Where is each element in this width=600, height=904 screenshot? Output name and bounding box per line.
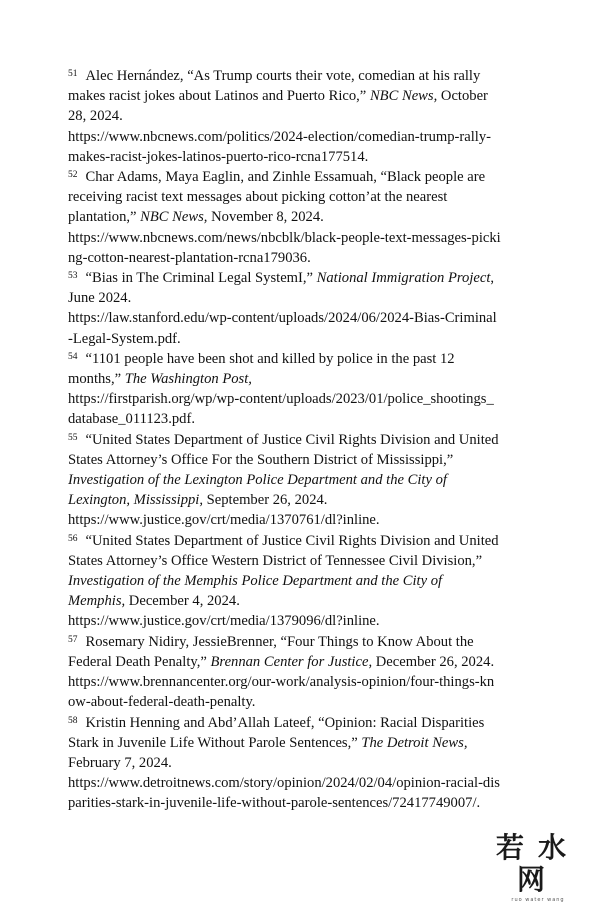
- endnote-56: $^{56}$ “United States Department of Justice Civil Rights Division and United States Attorney’s Office Western District of Tennessee Civil Division,” Investigation of the Memphis Police Department and the City of Memphis, December 4, 2024. https://www.justice.gov/crt/media/1379096/dl?inline.: [68, 531, 538, 632]
- citation-url: -Legal-System.pdf.: [68, 330, 181, 347]
- footnote-number: 57: [68, 634, 78, 645]
- citation-url: https://firstparish.org/wp/wp-content/uploads/2023/01/police_shootings_: [68, 391, 494, 408]
- footnote-number: 54: [68, 351, 78, 362]
- endnote-54: $^{54}$ “1101 people have been shot and killed by police in the past 12 months,” The Washington Post, https://firstparish.org/wp/wp-content/uploads/2023/01/police_shootings_ database_011123.pdf.: [68, 349, 538, 430]
- citation-url: https://law.stanford.edu/wp-content/uploads/2024/06/2024-Bias-Criminal: [68, 310, 497, 327]
- watermark-subtext: ruo water wang: [511, 897, 565, 903]
- watermark-logo: [486, 832, 590, 904]
- endnote-53: $^{53}$ “Bias in The Criminal Legal SystemI,” National Immigration Project, June 2024. https://law.stanford.edu/wp-content/uploads/2024/06/2024-Bias-Criminal -Legal-System.pdf.: [68, 268, 538, 349]
- endnote-58: $^{58}$ Kristin Henning and Abd’Allah Lateef, “Opinion: Racial Disparities Stark in Juvenile Life Without Parole Sentences,” The Detroit News, February 7, 2024. https://www.detroitnews.com/story/opinion/2024/02/04/opinion-racial-dis parities-stark-in-juvenile-life-without-parole-sentences/72417749007/.: [68, 713, 538, 814]
- watermark-characters: 若水网: [495, 831, 580, 896]
- citation-url: ow-about-federal-death-penalty.: [68, 694, 256, 711]
- footnote-number: 58: [68, 715, 78, 726]
- footnote-number: 56: [68, 533, 78, 544]
- footnote-number: 51: [68, 69, 78, 79]
- endnote-57: $^{57}$ Rosemary Nidiry, JessieBrenner, “Four Things to Know About the Federal Death Penalty,” Brennan Center for Justice, December 26, 2024. https://www.brennancenter.org/our-work/analysis-opinion/four-things-kn ow-about-federal-death-penalty.: [68, 632, 538, 713]
- citation-url: https://www.detroitnews.com/story/opinion/2024/02/04/opinion-racial-dis: [68, 775, 500, 792]
- citation-url: database_011123.pdf.: [68, 411, 195, 428]
- endnote-55: $^{55}$ “United States Department of Justice Civil Rights Division and United States Attorney’s Office For the Southern District of Mississippi,” Investigation of the Lexington Police Department and the City of Lexington, Mississippi, September 26, 2024. https://www.justice.gov/crt/media/1370761/dl?inline.: [68, 430, 538, 531]
- endnotes: [68, 66, 538, 814]
- citation-url: https://www.justice.gov/crt/media/1370761/dl?inline.: [68, 512, 380, 529]
- footnote-number: 55: [68, 432, 78, 443]
- citation-url: https://www.nbcnews.com/politics/2024-election/comedian-trump-rally-: [68, 128, 491, 145]
- footnote-number: 53: [68, 271, 78, 282]
- citation-url: ng-cotton-nearest-plantation-rcna179036.: [68, 249, 311, 266]
- citation-url: makes-racist-jokes-latinos-puerto-rico-rcna177514.: [68, 148, 369, 165]
- citation-url: https://www.justice.gov/crt/media/1379096/dl?inline.: [68, 613, 380, 630]
- citation-url: https://www.brennancenter.org/our-work/analysis-opinion/four-things-kn: [68, 674, 495, 691]
- endnote-52: $^{52}$ Char Adams, Maya Eaglin, and Zinhle Essamuah, “Black people are receiving racist text messages about picking cotton’at the nearest plantation,” NBC News, November 8, 2024. https://www.nbcnews.com/news/nbcblk/black-people-text-messages-picki ng-cotton-nearest-plantation-rcna179036.: [68, 167, 538, 268]
- endnote-51: $^{51}$ Alec Hernández, “As Trump courts their vote, comedian at his rally makes racist jokes about Latinos and Puerto Rico,” NBC News, October 28, 2024. https://www.nbcnews.com/politics/2024-election/comedian-trump-rally- makes-racist-jokes-latinos-puerto-rico-rcna177514.: [68, 66, 538, 167]
- footnote-number: 52: [68, 170, 78, 181]
- citation-url: parities-stark-in-juvenile-life-without-parole-sentences/72417749007/.: [68, 795, 481, 812]
- citation-url: https://www.nbcnews.com/news/nbcblk/black-people-text-messages-picki: [68, 229, 501, 246]
